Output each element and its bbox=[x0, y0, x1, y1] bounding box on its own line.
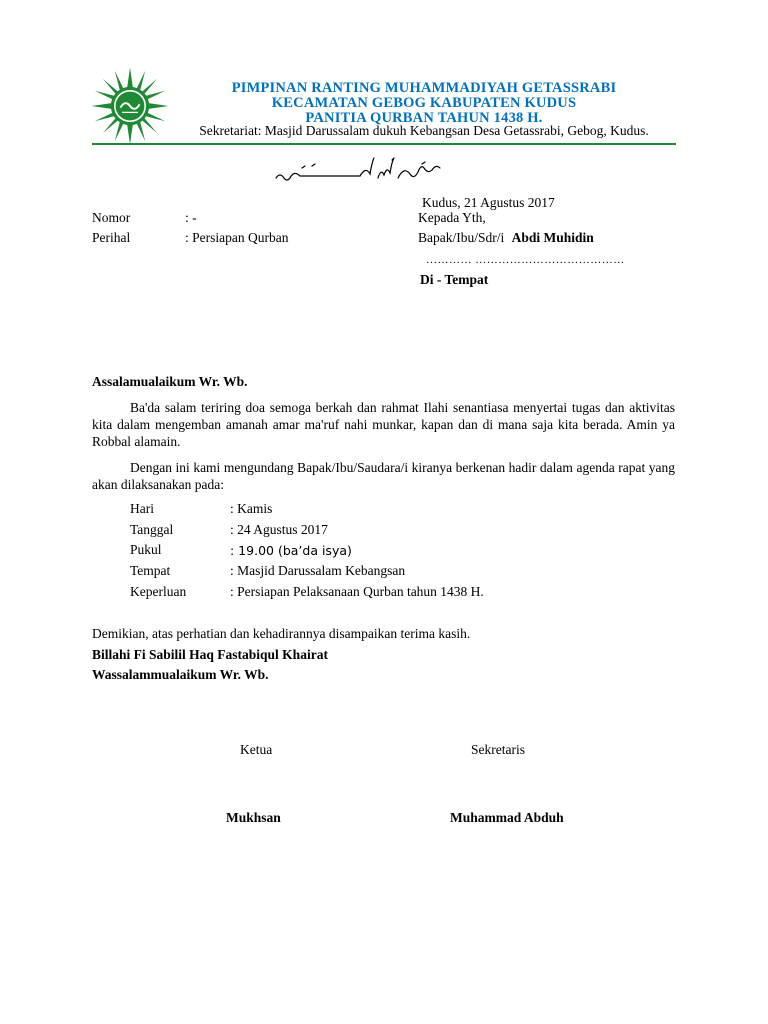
farewell: Wassalammualaikum Wr. Wb. bbox=[92, 667, 269, 682]
paragraph-invitation: Dengan ini kami mengundang Bapak/Ibu/Saudara/i kiranya berkenan hadir dalam agenda rapat yang akan dilaksanakan pada: bbox=[92, 460, 675, 492]
secretariat-address: Sekretariat: Masjid Darussalam dukuh Kebangsan Desa Getassrabi, Gebog, Kudus. bbox=[199, 123, 649, 138]
agenda-label-tempat: Tempat bbox=[130, 563, 171, 578]
agenda-value-tempat: : Masjid Darussalam Kebangsan bbox=[230, 563, 406, 578]
recipient-salutation: Kepada Yth, bbox=[418, 210, 486, 225]
paragraph-opening: Ba'da salam teriring doa semoga berkah dan rahmat Ilahi senantiasa menyertai tugas dan aktivitas kita dalam mengemban amanah amar ma'ruf nahi munkar, kapan dan di mana saja kita berada. Amin ya Robbal alamain. bbox=[92, 400, 675, 449]
recipient-address-dots: ………… ………………………………… bbox=[426, 254, 625, 266]
signature-title-sekretaris: Sekretaris bbox=[471, 742, 525, 757]
org-title-line2: KECAMATAN GEBOG KABUPATEN KUDUS bbox=[271, 95, 577, 111]
agenda-label-tanggal: Tanggal bbox=[130, 522, 174, 537]
bismillah-calligraphy-icon bbox=[272, 156, 446, 186]
letterhead-divider bbox=[92, 143, 676, 145]
agenda-label-pukul: Pukul bbox=[130, 542, 162, 557]
org-title-line1: PIMPINAN RANTING MUHAMMADIYAH GETASSRABI bbox=[231, 80, 617, 96]
agenda-value-tanggal: : 24 Agustus 2017 bbox=[230, 522, 328, 537]
signature-title-ketua: Ketua bbox=[240, 742, 273, 757]
recipient-line bbox=[418, 230, 594, 246]
agenda-value-hari: : Kamis bbox=[230, 501, 273, 516]
agenda-value-pukul: : 19.00 (ba’da isya) bbox=[230, 543, 352, 558]
recipient-prefix: Bapak/Ibu/Sdr/i bbox=[418, 230, 505, 245]
nomor-label: Nomor bbox=[92, 210, 131, 225]
perihal-value: : Persiapan Qurban bbox=[185, 230, 289, 245]
recipient-name: Abdi Muhidin bbox=[511, 230, 594, 245]
nomor-value: : - bbox=[185, 210, 197, 225]
signature-name-ketua: Mukhsan bbox=[226, 810, 281, 825]
perihal-label: Perihal bbox=[92, 230, 131, 245]
agenda-label-hari: Hari bbox=[130, 501, 154, 516]
agenda-label-keperluan: Keperluan bbox=[130, 584, 187, 599]
agenda-value-keperluan: : Persiapan Pelaksanaan Qurban tahun 1438 H. bbox=[230, 584, 484, 599]
recipient-place: Di - Tempat bbox=[420, 272, 489, 287]
closing-sentence: Demikian, atas perhatian dan kehadirannya disampaikan terima kasih. bbox=[92, 626, 471, 641]
letter-date: Kudus, 21 Agustus 2017 bbox=[422, 195, 555, 210]
org-title-line3: PANITIA QURBAN TAHUN 1438 H. bbox=[305, 110, 543, 126]
motto: Billahi Fi Sabilil Haq Fastabiqul Khairat bbox=[92, 647, 328, 662]
signature-name-sekretaris: Muhammad Abduh bbox=[450, 810, 564, 825]
greeting: Assalamualaikum Wr. Wb. bbox=[92, 374, 248, 389]
